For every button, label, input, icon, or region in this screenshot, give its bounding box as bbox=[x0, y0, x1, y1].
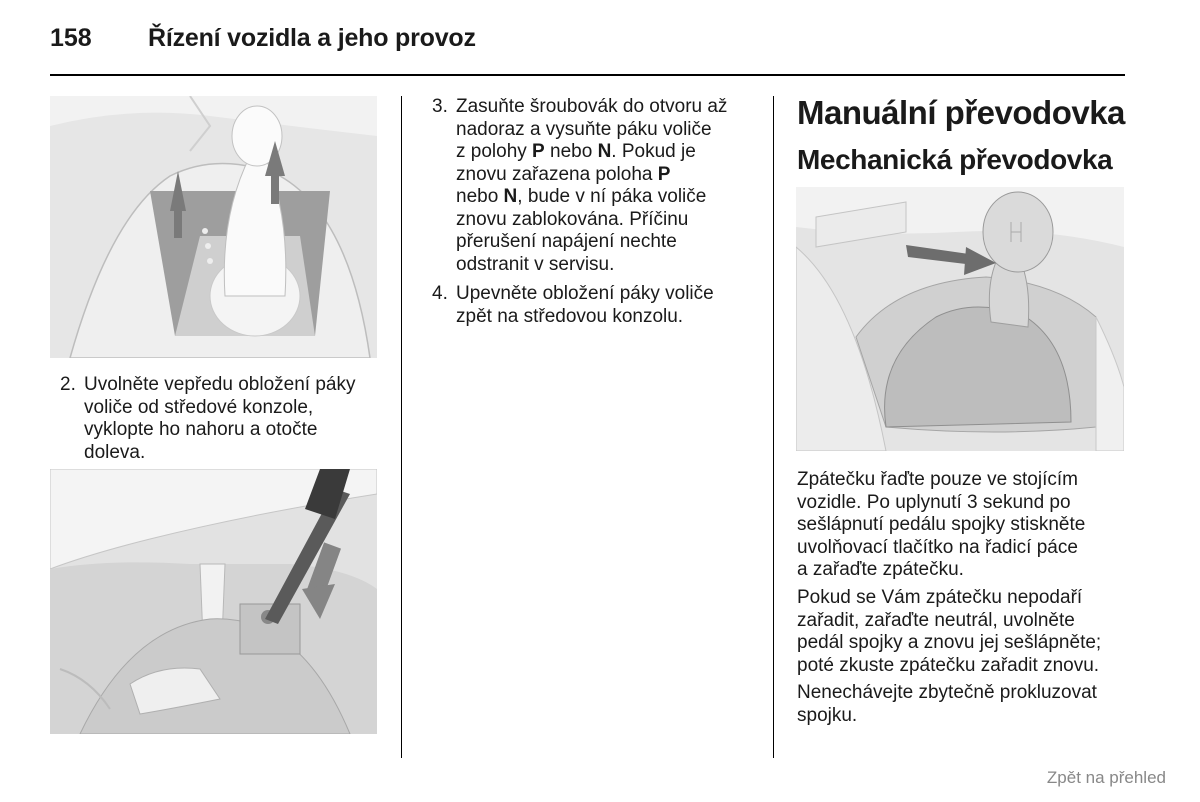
paragraph-line: sešlápnutí pedálu spojky stiskněte bbox=[797, 514, 1086, 535]
step-2 bbox=[60, 374, 390, 466]
step-3 bbox=[432, 96, 762, 278]
paragraph-reverse-gear bbox=[797, 469, 1127, 583]
step-line: nebo N, bude v ní páka voliče bbox=[456, 186, 707, 207]
paragraph-clutch-warning bbox=[797, 682, 1127, 728]
paragraph-line: pedál spojky a znovu jej sešlápněte; bbox=[797, 632, 1102, 653]
back-to-overview-link[interactable]: Zpět na přehled bbox=[1046, 768, 1166, 787]
paragraph-line: poté zkuste zpátečku zařadit znovu. bbox=[797, 654, 1100, 676]
gear-position-p: P bbox=[657, 163, 671, 185]
step-text bbox=[456, 96, 727, 276]
step-line: odstranit v servisu. bbox=[456, 253, 615, 275]
header-divider bbox=[50, 74, 1125, 76]
column-divider-left bbox=[401, 96, 402, 758]
step-number: 3. bbox=[432, 96, 448, 117]
paragraph-line: spojku. bbox=[797, 704, 858, 726]
step-line: nadoraz a vysuňte páku voliče bbox=[456, 118, 712, 140]
step-number: 4. bbox=[432, 283, 448, 304]
step-text bbox=[84, 374, 355, 464]
paragraph-line: Zpátečku řaďte pouze ve stojícím bbox=[797, 469, 1078, 490]
step-line: Uvolněte vepředu obložení páky bbox=[84, 374, 356, 395]
paragraph-line: uvolňovací tlačítko na řadicí páce bbox=[797, 536, 1078, 558]
step-line: znovu zařazena poloha P bbox=[456, 163, 671, 185]
subsection-heading: Mechanická převodovka bbox=[797, 144, 1113, 175]
step-line: znovu zablokována. Příčinu bbox=[456, 208, 689, 230]
gear-selector-release-illustration-icon bbox=[50, 96, 377, 358]
manual-gearshift-illustration-icon bbox=[796, 187, 1124, 451]
step-line: voliče od středové konzole, bbox=[84, 396, 314, 418]
gear-position-n: N bbox=[597, 141, 612, 162]
chapter-title: Řízení vozidla a jeho provoz bbox=[148, 24, 476, 52]
paragraph-line: a zařaďte zpátečku. bbox=[797, 559, 964, 580]
step-4 bbox=[432, 283, 762, 329]
step-line: Zasuňte šroubovák do otvoru až bbox=[456, 96, 728, 117]
paragraph-line: vozidle. Po uplynutí 3 sekund po bbox=[797, 491, 1071, 513]
gear-position-n: N bbox=[503, 186, 518, 207]
screwdriver-release-illustration-icon bbox=[50, 469, 377, 734]
column-divider-right bbox=[773, 96, 774, 758]
step-number: 2. bbox=[60, 374, 76, 395]
step-line: z polohy P nebo N. Pokud je bbox=[456, 141, 696, 162]
paragraph-line: Pokud se Vám zpátečku nepodaří bbox=[797, 587, 1083, 608]
paragraph-reverse-retry bbox=[797, 587, 1177, 679]
step-text bbox=[456, 283, 714, 328]
page-header bbox=[50, 24, 1125, 76]
step-line: přerušení napájení nechte bbox=[456, 231, 677, 252]
step-line: Upevněte obložení páky voliče bbox=[456, 283, 714, 304]
step-line: zpět na středovou konzolu. bbox=[456, 305, 684, 327]
paragraph-line: Nenechávejte zbytečně prokluzovat bbox=[797, 682, 1097, 703]
step-line: doleva. bbox=[84, 441, 146, 463]
page-number: 158 bbox=[50, 24, 92, 52]
gear-position-p: P bbox=[532, 141, 545, 162]
paragraph-line: zařadit, zařaďte neutrál, uvolněte bbox=[797, 609, 1075, 631]
step-line: vyklopte ho nahoru a otočte bbox=[84, 419, 318, 440]
section-heading: Manuální převodovka bbox=[797, 94, 1125, 131]
